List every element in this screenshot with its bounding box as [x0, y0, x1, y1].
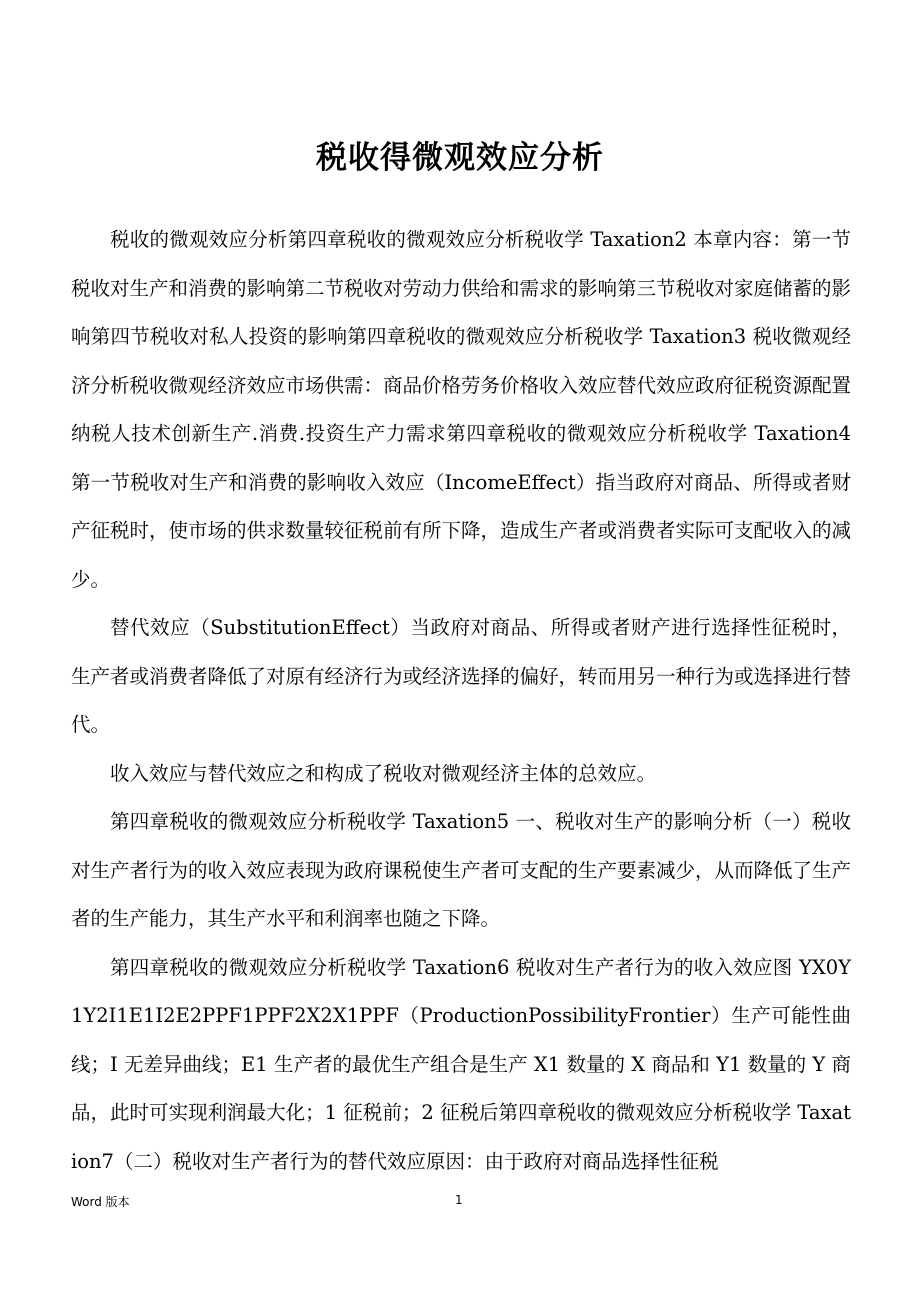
page-footer: [0, 1193, 920, 1213]
paragraph: 第四章税收的微观效应分析税收学 Taxation6 税收对生产者行为的收入效应图 YX0Y1Y2I1E1I2E2PPF1PPF2X2X1PPF（ProductionPossibilityFrontier）生产可能性曲线；I 无差异曲线；E1 生产者的最优生产组合是生产 X1 数量的 X 商品和 Y1 数量的 Y 商品，此时可实现利润最大化；1 征税前；2 征税后第四章税收的微观效应分析税收学 Taxation7（二）税收对生产者行为的替代效应原因：由于政府对商品选择性征税: [71, 955, 851, 1173]
document-title: 税收得微观效应分析: [316, 140, 604, 176]
paragraph: 收入效应与替代效应之和构成了税收对微观经济主体的总效应。: [110, 761, 657, 785]
paragraph: 税收的微观效应分析第四章税收的微观效应分析税收学 Taxation2 本章内容：第一节税收对生产和消费的影响第二节税收对劳动力供给和需求的影响第三节税收对家庭储蓄的影响第四节税收对私人投资的影响第四章税收的微观效应分析税收学 Taxation3 税收微观经济分析税收微观经济效应市场供需：商品价格劳务价格收入效应替代效应政府征税资源配置纳税人技术创新生产.消费.投资生产力需求第四章税收的微观效应分析税收学 Taxation4 第一节税收对生产和消费的影响收入效应（IncomeEffect）指当政府对商品、所得或者财产征税时，使市场的供求数量较征税前有所下降，造成生产者或消费者实际可支配收入的减少。: [71, 228, 852, 591]
paragraph: 替代效应（SubstitutionEffect）当政府对商品、所得或者财产进行选择性征税时，生产者或消费者降低了对原有经济行为或经济选择的偏好，转而用另一种行为或选择进行替代。: [71, 616, 852, 736]
page-number: 1: [455, 1193, 463, 1207]
footer-label: Word 版本: [71, 1195, 130, 1209]
document-body: [71, 216, 851, 1186]
paragraph: 第四章税收的微观效应分析税收学 Taxation5 一、税收对生产的影响分析（一）税收对生产者行为的收入效应表现为政府课税使生产者可支配的生产要素减少，从而降低了生产者的生产能力，其生产水平和利润率也随之下降。: [71, 810, 852, 930]
